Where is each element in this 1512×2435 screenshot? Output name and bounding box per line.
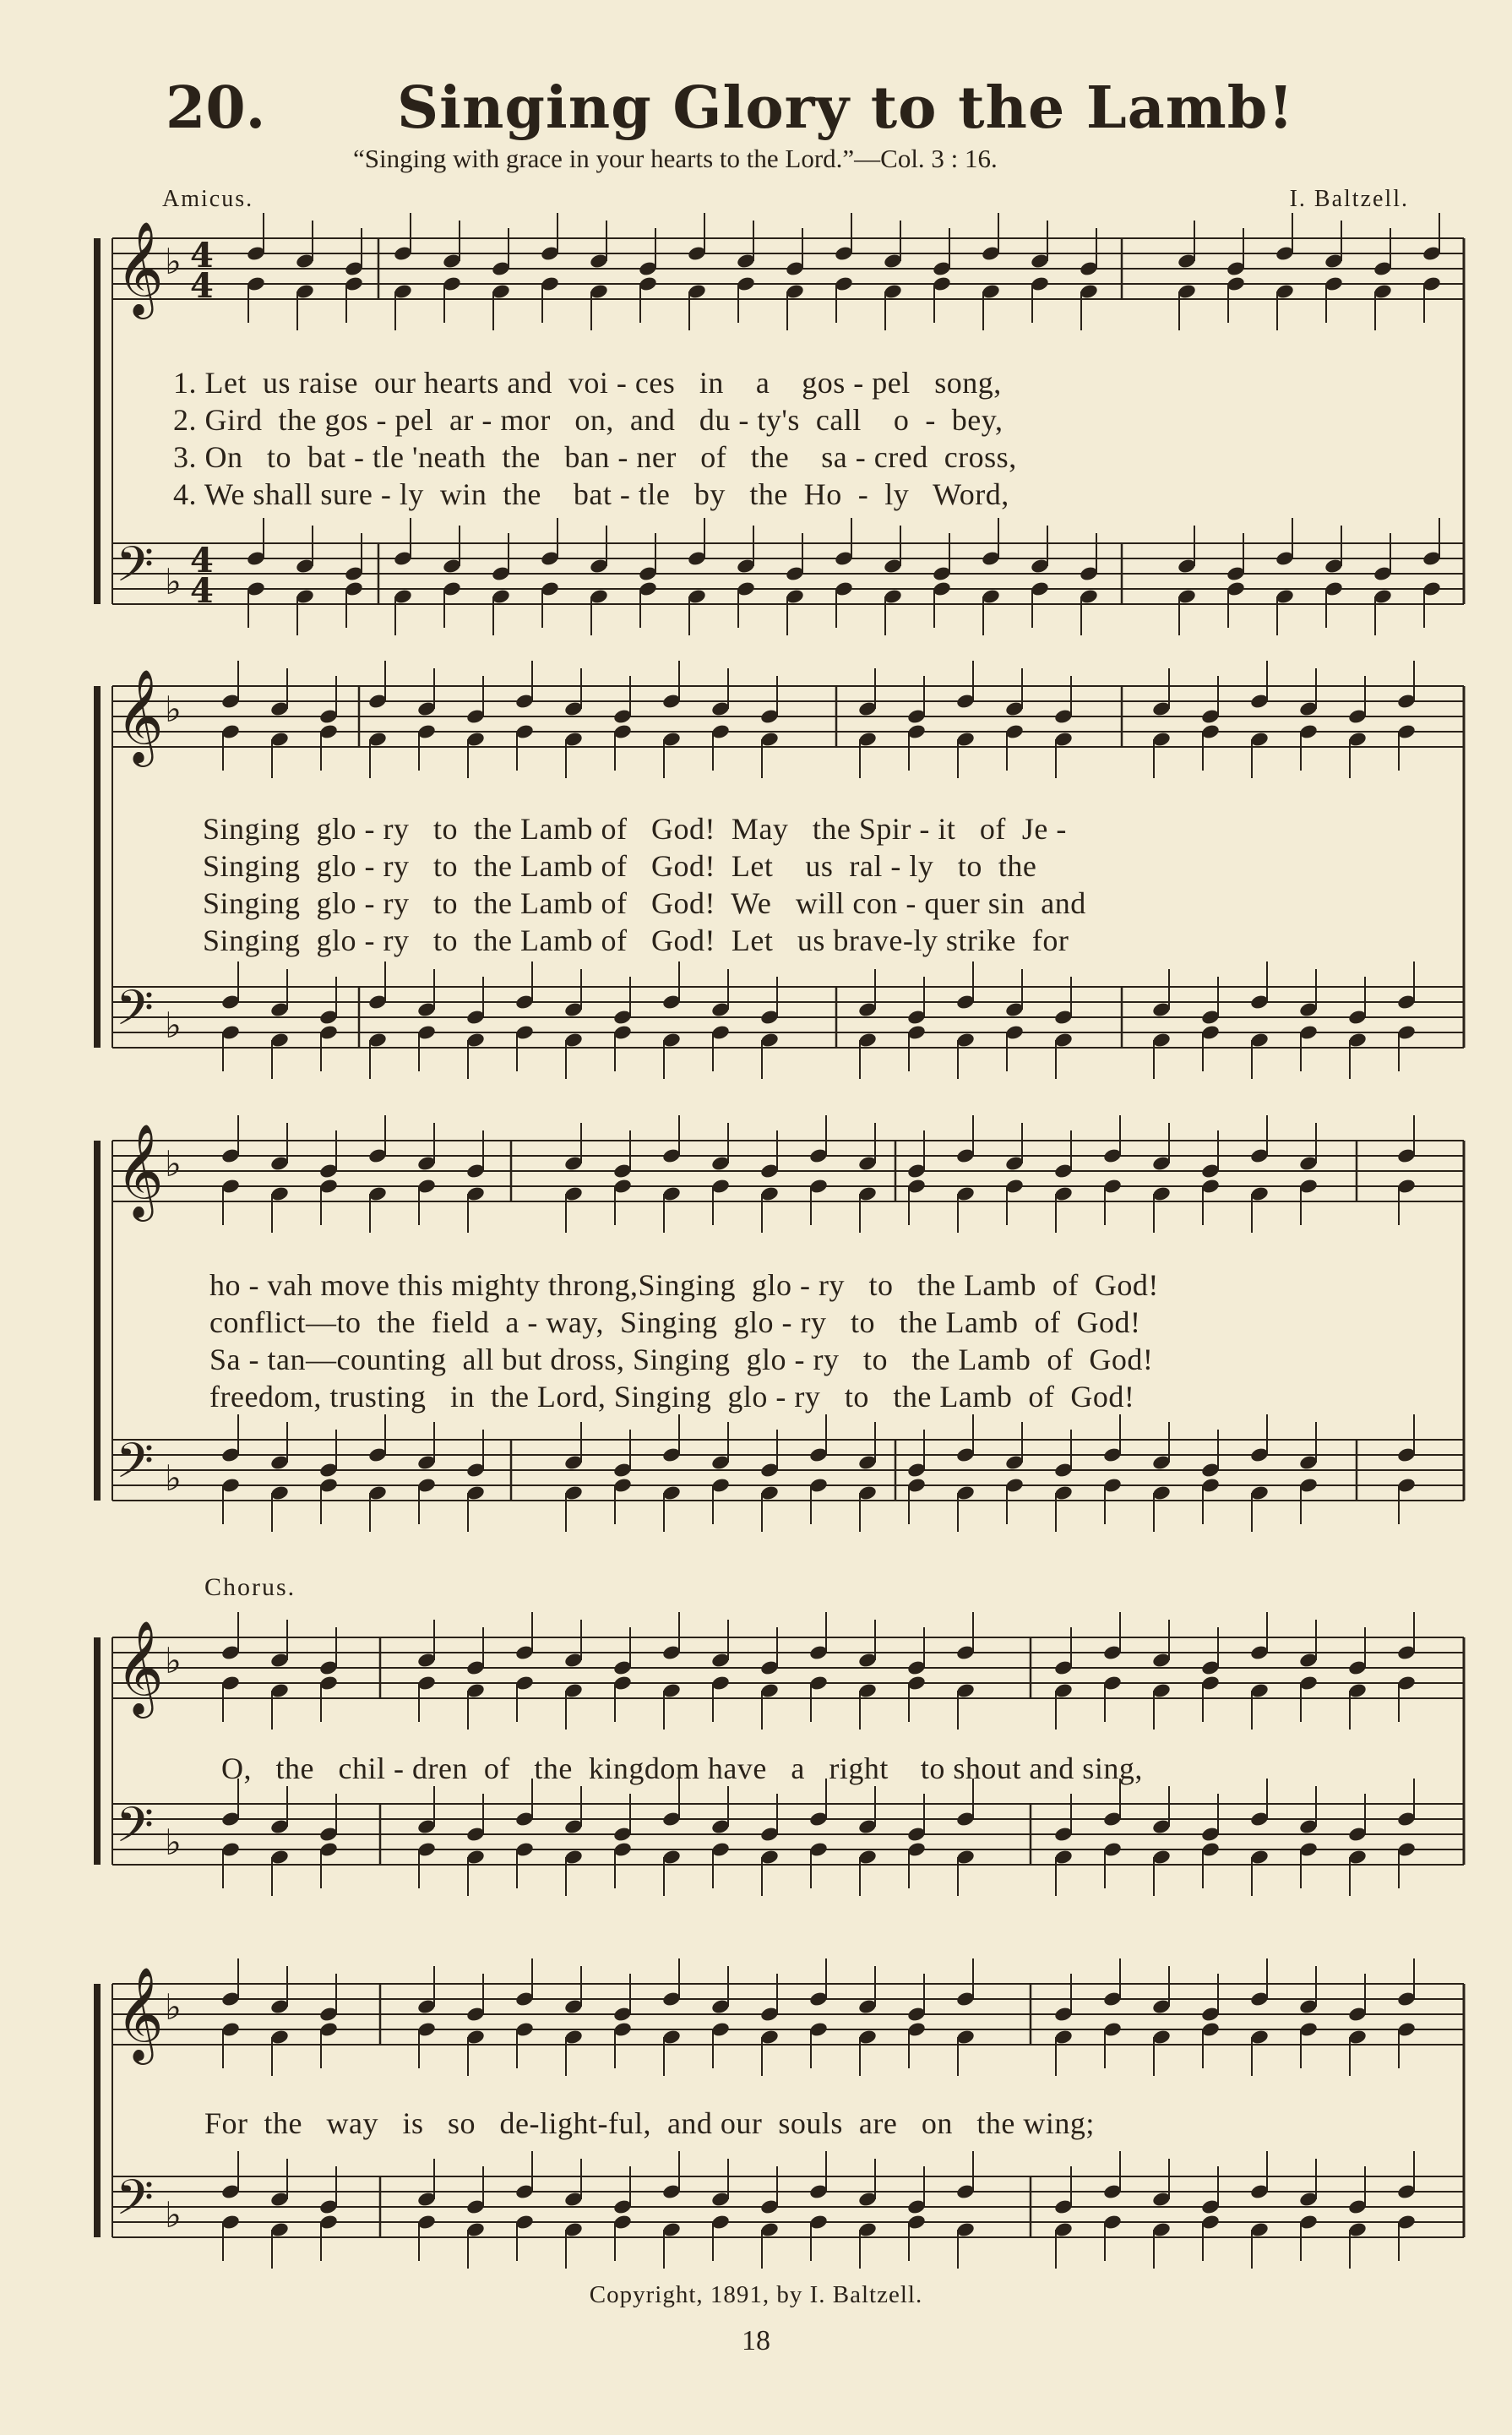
- lyric-verse-3-line-3: Sa - tan—counting all but dross, Singing glo - ry to the Lamb of God!: [209, 1343, 1154, 1376]
- lyric-verse-4-line-3: freedom, trusting in the Lord, Singing glo - ry to the Lamb of God!: [209, 1380, 1135, 1414]
- time-signature-bottom: 4: [190, 571, 214, 611]
- system-bracket: [94, 1984, 101, 2237]
- chorus-label: Chorus.: [204, 1573, 296, 1601]
- bass-clef-icon: 𝄢: [116, 1796, 155, 1866]
- flat-icon: ♭: [165, 1005, 182, 1046]
- flat-icon: ♭: [165, 2194, 182, 2236]
- treble-clef-icon: 𝄞: [116, 668, 164, 763]
- lyric-chorus-line-2: For the way is so de-light-ful, and our souls are on the wing;: [204, 2106, 1095, 2140]
- treble-clef-icon: 𝄞: [116, 1620, 164, 1714]
- flat-icon: ♭: [165, 241, 182, 282]
- copyright-notice: Copyright, 1891, by I. Baltzell.: [589, 2281, 923, 2308]
- lyric-verse-1-line-1: 1. Let us raise our hearts and voi - ces in a gos - pel song,: [173, 366, 1002, 400]
- lyric-verse-3-line-2: Singing glo - ry to the Lamb of God! We will con - quer sin and: [203, 886, 1086, 920]
- page-number: 18: [742, 2325, 770, 2356]
- flat-icon: ♭: [165, 1986, 182, 2028]
- treble-clef-icon: 𝄞: [116, 221, 164, 315]
- flat-icon: ♭: [165, 1143, 182, 1185]
- lyric-verse-2-line-1: 2. Gird the gos - pel ar - mor on, and du - ty's call o - bey,: [173, 403, 1003, 437]
- flat-icon: ♭: [165, 1640, 182, 1681]
- composer-name: I. Baltzell.: [1289, 186, 1409, 212]
- time-signature-bottom: 4: [190, 266, 214, 306]
- system-bracket: [94, 238, 101, 604]
- lyric-verse-1-line-3: ho - vah move this mighty throng,Singing glo - ry to the Lamb of God!: [209, 1268, 1159, 1302]
- lyric-verse-2-line-3: conflict—to the field a - way, Singing glo - ry to the Lamb of God!: [209, 1305, 1141, 1339]
- hymn-number: 20.: [166, 74, 266, 142]
- bass-clef-icon: 𝄢: [116, 2169, 155, 2238]
- treble-clef-icon: 𝄞: [116, 1123, 164, 1218]
- hymn-title: Singing Glory to the Lamb!: [397, 74, 1295, 142]
- treble-clef-icon: 𝄞: [116, 1966, 164, 2061]
- lyric-verse-4-line-1: 4. We shall sure - ly win the bat - tle by the Ho - ly Word,: [173, 477, 1009, 511]
- bass-clef-icon: 𝄢: [116, 1432, 155, 1501]
- scripture-reference: “Singing with grace in your hearts to the Lord.”—Col. 3 : 16.: [353, 144, 998, 173]
- flat-icon: ♭: [165, 1457, 182, 1499]
- lyric-verse-2-line-2: Singing glo - ry to the Lamb of God! Let us ral - ly to the: [203, 849, 1037, 883]
- flat-icon: ♭: [165, 561, 182, 602]
- flat-icon: ♭: [165, 689, 182, 730]
- bass-clef-icon: 𝄢: [116, 536, 155, 605]
- flat-icon: ♭: [165, 1822, 182, 1863]
- lyric-chorus-line-1: O, the chil - dren of the kingdom have a right to shout and sing,: [221, 1751, 1143, 1785]
- system-bracket: [94, 686, 101, 1048]
- system-bracket: [94, 1141, 101, 1501]
- lyric-verse-1-line-2: Singing glo - ry to the Lamb of God! May the Spir - it of Je -: [203, 812, 1067, 846]
- time-signature-top: 4: [190, 236, 214, 275]
- bass-clef-icon: 𝄢: [116, 979, 155, 1049]
- lyric-verse-4-line-2: Singing glo - ry to the Lamb of God! Let us brave-ly strike for: [203, 923, 1069, 957]
- time-signature-top: 4: [190, 541, 214, 580]
- tune-name: Amicus.: [162, 186, 254, 212]
- lyric-verse-3-line-1: 3. On to bat - tle 'neath the ban - ner of the sa - cred cross,: [173, 440, 1017, 474]
- system-bracket: [94, 1637, 101, 1865]
